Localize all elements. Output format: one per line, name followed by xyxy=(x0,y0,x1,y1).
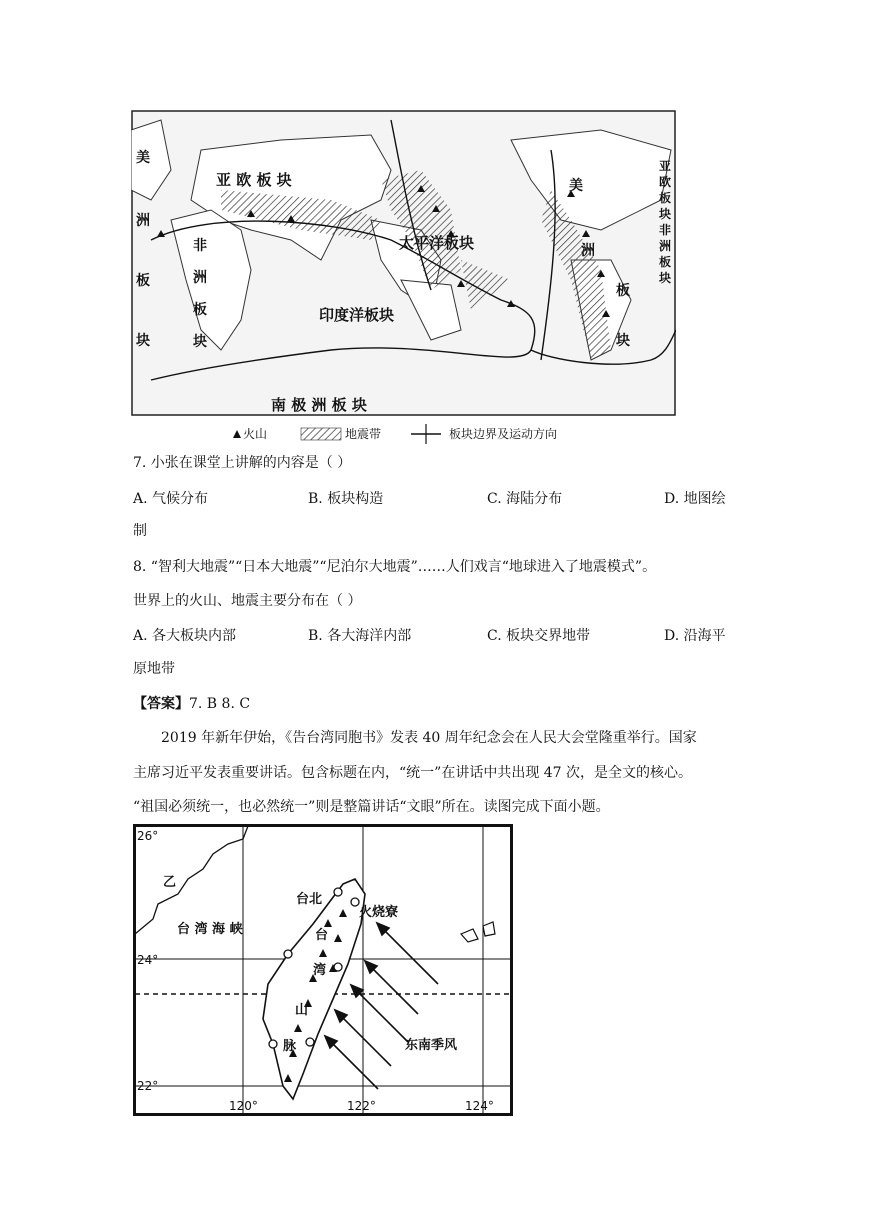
label-huoshaoliao: 火烧寮 xyxy=(359,905,399,920)
answer-text: 7. B 8. C xyxy=(189,696,251,712)
svg-text:湾: 湾 xyxy=(313,963,327,978)
q8-stem-2: 世界上的火山、地震主要分布在（ ） xyxy=(133,593,362,609)
label-indian: 印度洋板块 xyxy=(319,306,395,324)
svg-text:亚: 亚 xyxy=(659,159,672,173)
q8-option-b: B. 各大海洋内部 xyxy=(308,628,412,644)
svg-text:脉: 脉 xyxy=(283,1039,297,1054)
boundary-icon xyxy=(411,424,441,444)
svg-text:非: 非 xyxy=(193,238,207,254)
q8-option-c: C. 板块交界地带 xyxy=(487,628,591,644)
label-monsoon: 东南季风 xyxy=(405,1038,458,1053)
svg-text:块: 块 xyxy=(136,333,150,349)
label-taipei: 台北 xyxy=(296,892,323,907)
label-yi: 乙 xyxy=(163,875,177,890)
plate-map-svg xyxy=(131,110,676,455)
volcano-icon xyxy=(233,430,241,438)
svg-text:板: 板 xyxy=(659,255,672,269)
q8-option-d: D. 沿海平 xyxy=(664,628,726,644)
svg-text:地震带: 地震带 xyxy=(345,427,382,441)
q7-stem: 7. 小张在课堂上讲解的内容是（ ） xyxy=(133,455,352,471)
seismic-icon xyxy=(301,428,341,440)
svg-text:板块边界及运动方向: 板块边界及运动方向 xyxy=(449,427,558,441)
svg-text:山: 山 xyxy=(295,1003,309,1018)
lon-124: 124° xyxy=(465,1099,494,1113)
lon-120: 120° xyxy=(229,1099,258,1113)
svg-text:板: 板 xyxy=(659,191,672,205)
q7-option-d-wrap: 制 xyxy=(133,523,147,539)
svg-text:块: 块 xyxy=(616,333,630,349)
label-eurasian: 亚 欧 板 块 xyxy=(216,171,292,189)
svg-text:洲: 洲 xyxy=(581,243,595,259)
map-legend xyxy=(233,424,557,444)
svg-text:美: 美 xyxy=(569,178,583,194)
lat-22: 22° xyxy=(137,1079,159,1093)
svg-text:洲: 洲 xyxy=(659,239,672,253)
svg-text:洲: 洲 xyxy=(136,213,150,229)
q7-option-d: D. 地图绘 xyxy=(664,491,726,507)
svg-text:板: 板 xyxy=(136,273,150,289)
answer-label: 【答案】 xyxy=(133,696,189,712)
svg-text:块: 块 xyxy=(659,271,672,285)
svg-text:美: 美 xyxy=(136,150,150,166)
q7-option-b: B. 板块构造 xyxy=(308,491,384,507)
svg-text:火山: 火山 xyxy=(243,427,268,441)
svg-text:洲: 洲 xyxy=(193,270,207,286)
lat-26: 26° xyxy=(137,829,159,843)
passage-line-3: “祖国必须统一，也必然统一”则是整篇讲话“文眼”所在。读图完成下面小题。 xyxy=(133,799,610,815)
label-pacific: 太平洋板块 xyxy=(399,234,475,252)
passage-line-1: 2019 年新年伊始，《告台湾同胞书》发表 40 周年纪念会在人民大会堂隆重举行。国家 xyxy=(161,730,697,746)
svg-text:台: 台 xyxy=(315,928,329,943)
q7-option-c: C. 海陆分布 xyxy=(487,491,563,507)
q8-option-a: A. 各大板块内部 xyxy=(133,628,237,644)
svg-text:欧: 欧 xyxy=(659,175,672,189)
plate-map xyxy=(131,110,676,455)
svg-text:板: 板 xyxy=(616,283,630,299)
lon-122: 122° xyxy=(347,1099,376,1113)
q8-option-d-wrap: 原地带 xyxy=(133,661,175,677)
q7-option-a: A. 气候分布 xyxy=(133,491,209,507)
answer-line xyxy=(133,694,250,714)
label-antarctic: 南 极 洲 板 块 xyxy=(271,396,367,414)
passage-line-2: 主席习近平发表重要讲话。包含标题在内，“统一”在讲话中共出现 47 次，是全文的核心。 xyxy=(133,765,693,781)
lat-24: 24° xyxy=(137,953,159,967)
svg-text:块: 块 xyxy=(659,207,672,221)
q8-stem: 8. “智利大地震”“日本大地震”“尼泊尔大地震”……人们戏言“地球进入了地震模式”。 xyxy=(133,559,657,575)
svg-text:板: 板 xyxy=(193,302,207,318)
taiwan-map xyxy=(133,824,513,1116)
taiwan-map-svg xyxy=(133,824,513,1116)
svg-text:非: 非 xyxy=(659,223,672,237)
label-strait: 台 湾 海 峡 xyxy=(177,922,243,937)
svg-text:块: 块 xyxy=(193,334,207,350)
